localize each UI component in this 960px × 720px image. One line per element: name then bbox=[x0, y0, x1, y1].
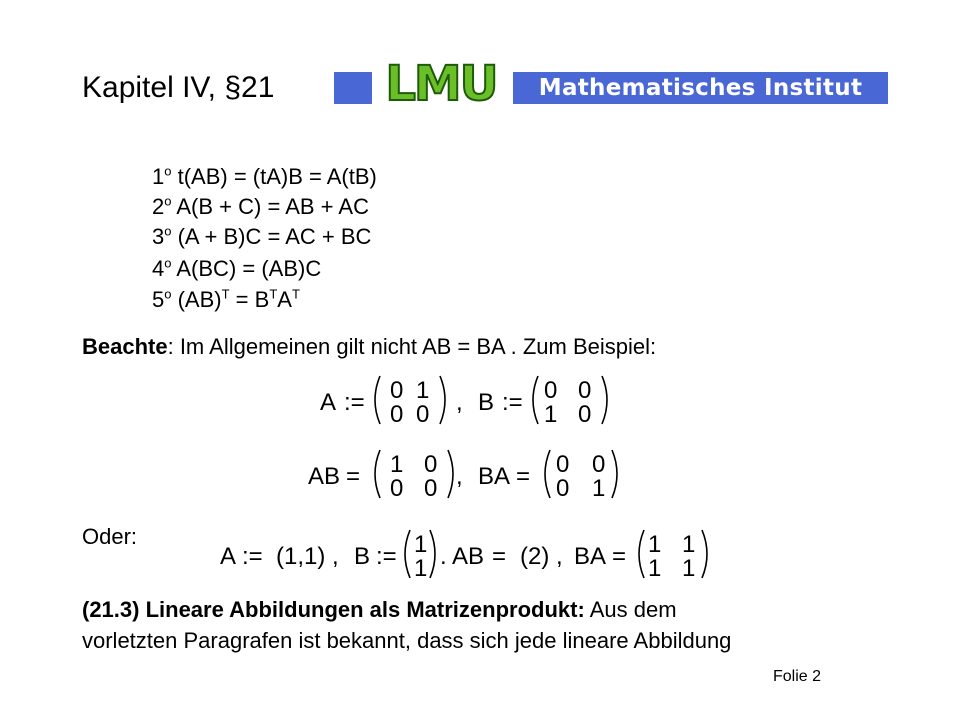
rule-text: A(B + C) = AB + AC bbox=[171, 194, 369, 219]
section-paragraph bbox=[82, 594, 731, 656]
page-title: Kapitel IV, §21 bbox=[82, 71, 275, 104]
vector-a-label: A bbox=[220, 543, 237, 570]
rule-text: (A + B)C = AC + BC bbox=[171, 224, 372, 249]
note-text: : Im Allgemeinen gilt nicht AB = BA . Zum Beispiel: bbox=[167, 334, 657, 359]
transpose-mark: T bbox=[291, 286, 300, 302]
ordinal-mark: o bbox=[164, 163, 172, 179]
matrix-entry: 0 bbox=[578, 401, 592, 428]
rule-number: 5 bbox=[152, 287, 165, 312]
left-paren bbox=[639, 530, 644, 578]
transpose-mark: T bbox=[221, 286, 230, 302]
example-vectors bbox=[218, 524, 718, 584]
matrix-entry: 0 bbox=[424, 451, 438, 478]
matrix-entry: 0 bbox=[592, 451, 606, 478]
oder-label: Oder: bbox=[82, 524, 138, 549]
section-text: vorletzten Paragrafen ist bekannt, dass sich jede lineare Abbildung bbox=[82, 628, 732, 653]
rule-number: 1 bbox=[152, 164, 165, 189]
section-text: Aus dem bbox=[584, 597, 677, 622]
left-paren bbox=[375, 376, 380, 424]
right-paren bbox=[430, 530, 435, 578]
rule-4 bbox=[152, 256, 321, 282]
product-ba-label: BA bbox=[574, 543, 607, 570]
right-paren bbox=[602, 376, 607, 424]
right-paren bbox=[448, 450, 453, 498]
ordinal-mark: o bbox=[164, 255, 172, 271]
matrix-b-label: B bbox=[478, 389, 495, 416]
definition-sign: := bbox=[344, 389, 365, 416]
matrix-entry: 0 bbox=[416, 401, 430, 428]
product-ab-label: AB bbox=[308, 463, 341, 490]
ordinal-mark: o bbox=[164, 286, 172, 302]
transpose-mark: T bbox=[269, 286, 278, 302]
left-paren bbox=[545, 450, 550, 498]
note-label: Beachte bbox=[82, 334, 168, 359]
matrix-entry: 1 bbox=[390, 451, 404, 478]
rule-number: 3 bbox=[152, 224, 165, 249]
logo-text: LMU bbox=[385, 58, 497, 108]
left-paren bbox=[405, 530, 410, 578]
matrix-entry: 1 bbox=[416, 377, 430, 404]
matrix-entry: 0 bbox=[544, 377, 558, 404]
rule-text: A bbox=[277, 287, 292, 312]
matrix-entry: 0 bbox=[556, 451, 570, 478]
rule-2 bbox=[152, 194, 369, 220]
matrix-entry: 1 bbox=[648, 531, 662, 558]
rule-number: 4 bbox=[152, 256, 165, 281]
definition-sign: := bbox=[502, 389, 523, 416]
example-definitions bbox=[316, 370, 616, 430]
matrix-entry: 0 bbox=[578, 377, 592, 404]
rule-text: (AB) bbox=[171, 287, 222, 312]
separator: , bbox=[456, 463, 463, 490]
matrix-entry: 0 bbox=[390, 377, 404, 404]
matrix-entry: 1 bbox=[544, 401, 558, 428]
rule-text: t(AB) = (tA)B = A(tB) bbox=[171, 164, 377, 189]
product-ba-label: BA bbox=[478, 463, 511, 490]
lmu-logo bbox=[385, 58, 497, 108]
institute-name: Mathematisches Institut bbox=[538, 75, 863, 101]
equals-sign: = bbox=[346, 463, 361, 490]
rule-text: = B bbox=[229, 287, 270, 312]
matrix-entry: 1 bbox=[592, 475, 606, 502]
left-paren bbox=[533, 376, 538, 424]
matrix-entry: 0 bbox=[390, 401, 404, 428]
example-products bbox=[306, 444, 626, 504]
matrix-a-label: A bbox=[320, 389, 337, 416]
matrix-entry: 1 bbox=[682, 555, 696, 582]
right-paren bbox=[612, 450, 617, 498]
matrix-entry: 1 bbox=[414, 555, 428, 582]
equals-sign: = bbox=[492, 543, 507, 570]
scalar-result: (2) bbox=[520, 543, 550, 570]
section-heading: (21.3) Lineare Abbildungen als Matrizenprodukt: bbox=[82, 597, 585, 622]
separator: , bbox=[456, 389, 463, 416]
separator: , bbox=[332, 543, 339, 570]
rule-5 bbox=[152, 287, 300, 313]
left-paren bbox=[375, 450, 380, 498]
rule-text: A(BC) = (AB)C bbox=[171, 256, 322, 281]
rule-1 bbox=[152, 164, 377, 190]
institute-banner bbox=[513, 72, 888, 104]
header-accent-block bbox=[334, 72, 372, 104]
matrix-entry: 0 bbox=[556, 475, 570, 502]
product-ab-label: AB bbox=[452, 543, 485, 570]
row-vector: (1,1) bbox=[276, 543, 326, 570]
matrix-entry: 0 bbox=[390, 475, 404, 502]
rule-number: 2 bbox=[152, 194, 165, 219]
definition-sign: := bbox=[242, 543, 263, 570]
definition-sign: := bbox=[376, 543, 397, 570]
slide-number: Folie 2 bbox=[773, 668, 822, 685]
ordinal-mark: o bbox=[164, 193, 172, 209]
separator: . bbox=[440, 543, 447, 570]
equals-sign: = bbox=[612, 543, 627, 570]
matrix-entry: 1 bbox=[682, 531, 696, 558]
right-paren bbox=[702, 530, 707, 578]
right-paren bbox=[440, 376, 445, 424]
rule-3 bbox=[152, 224, 371, 250]
matrix-entry: 0 bbox=[424, 475, 438, 502]
matrix-entry: 1 bbox=[648, 555, 662, 582]
separator: , bbox=[556, 543, 563, 570]
ordinal-mark: o bbox=[164, 223, 172, 239]
matrix-entry: 1 bbox=[414, 531, 428, 558]
equals-sign: = bbox=[516, 463, 531, 490]
note-line bbox=[82, 334, 656, 360]
vector-b-label: B bbox=[354, 543, 371, 570]
